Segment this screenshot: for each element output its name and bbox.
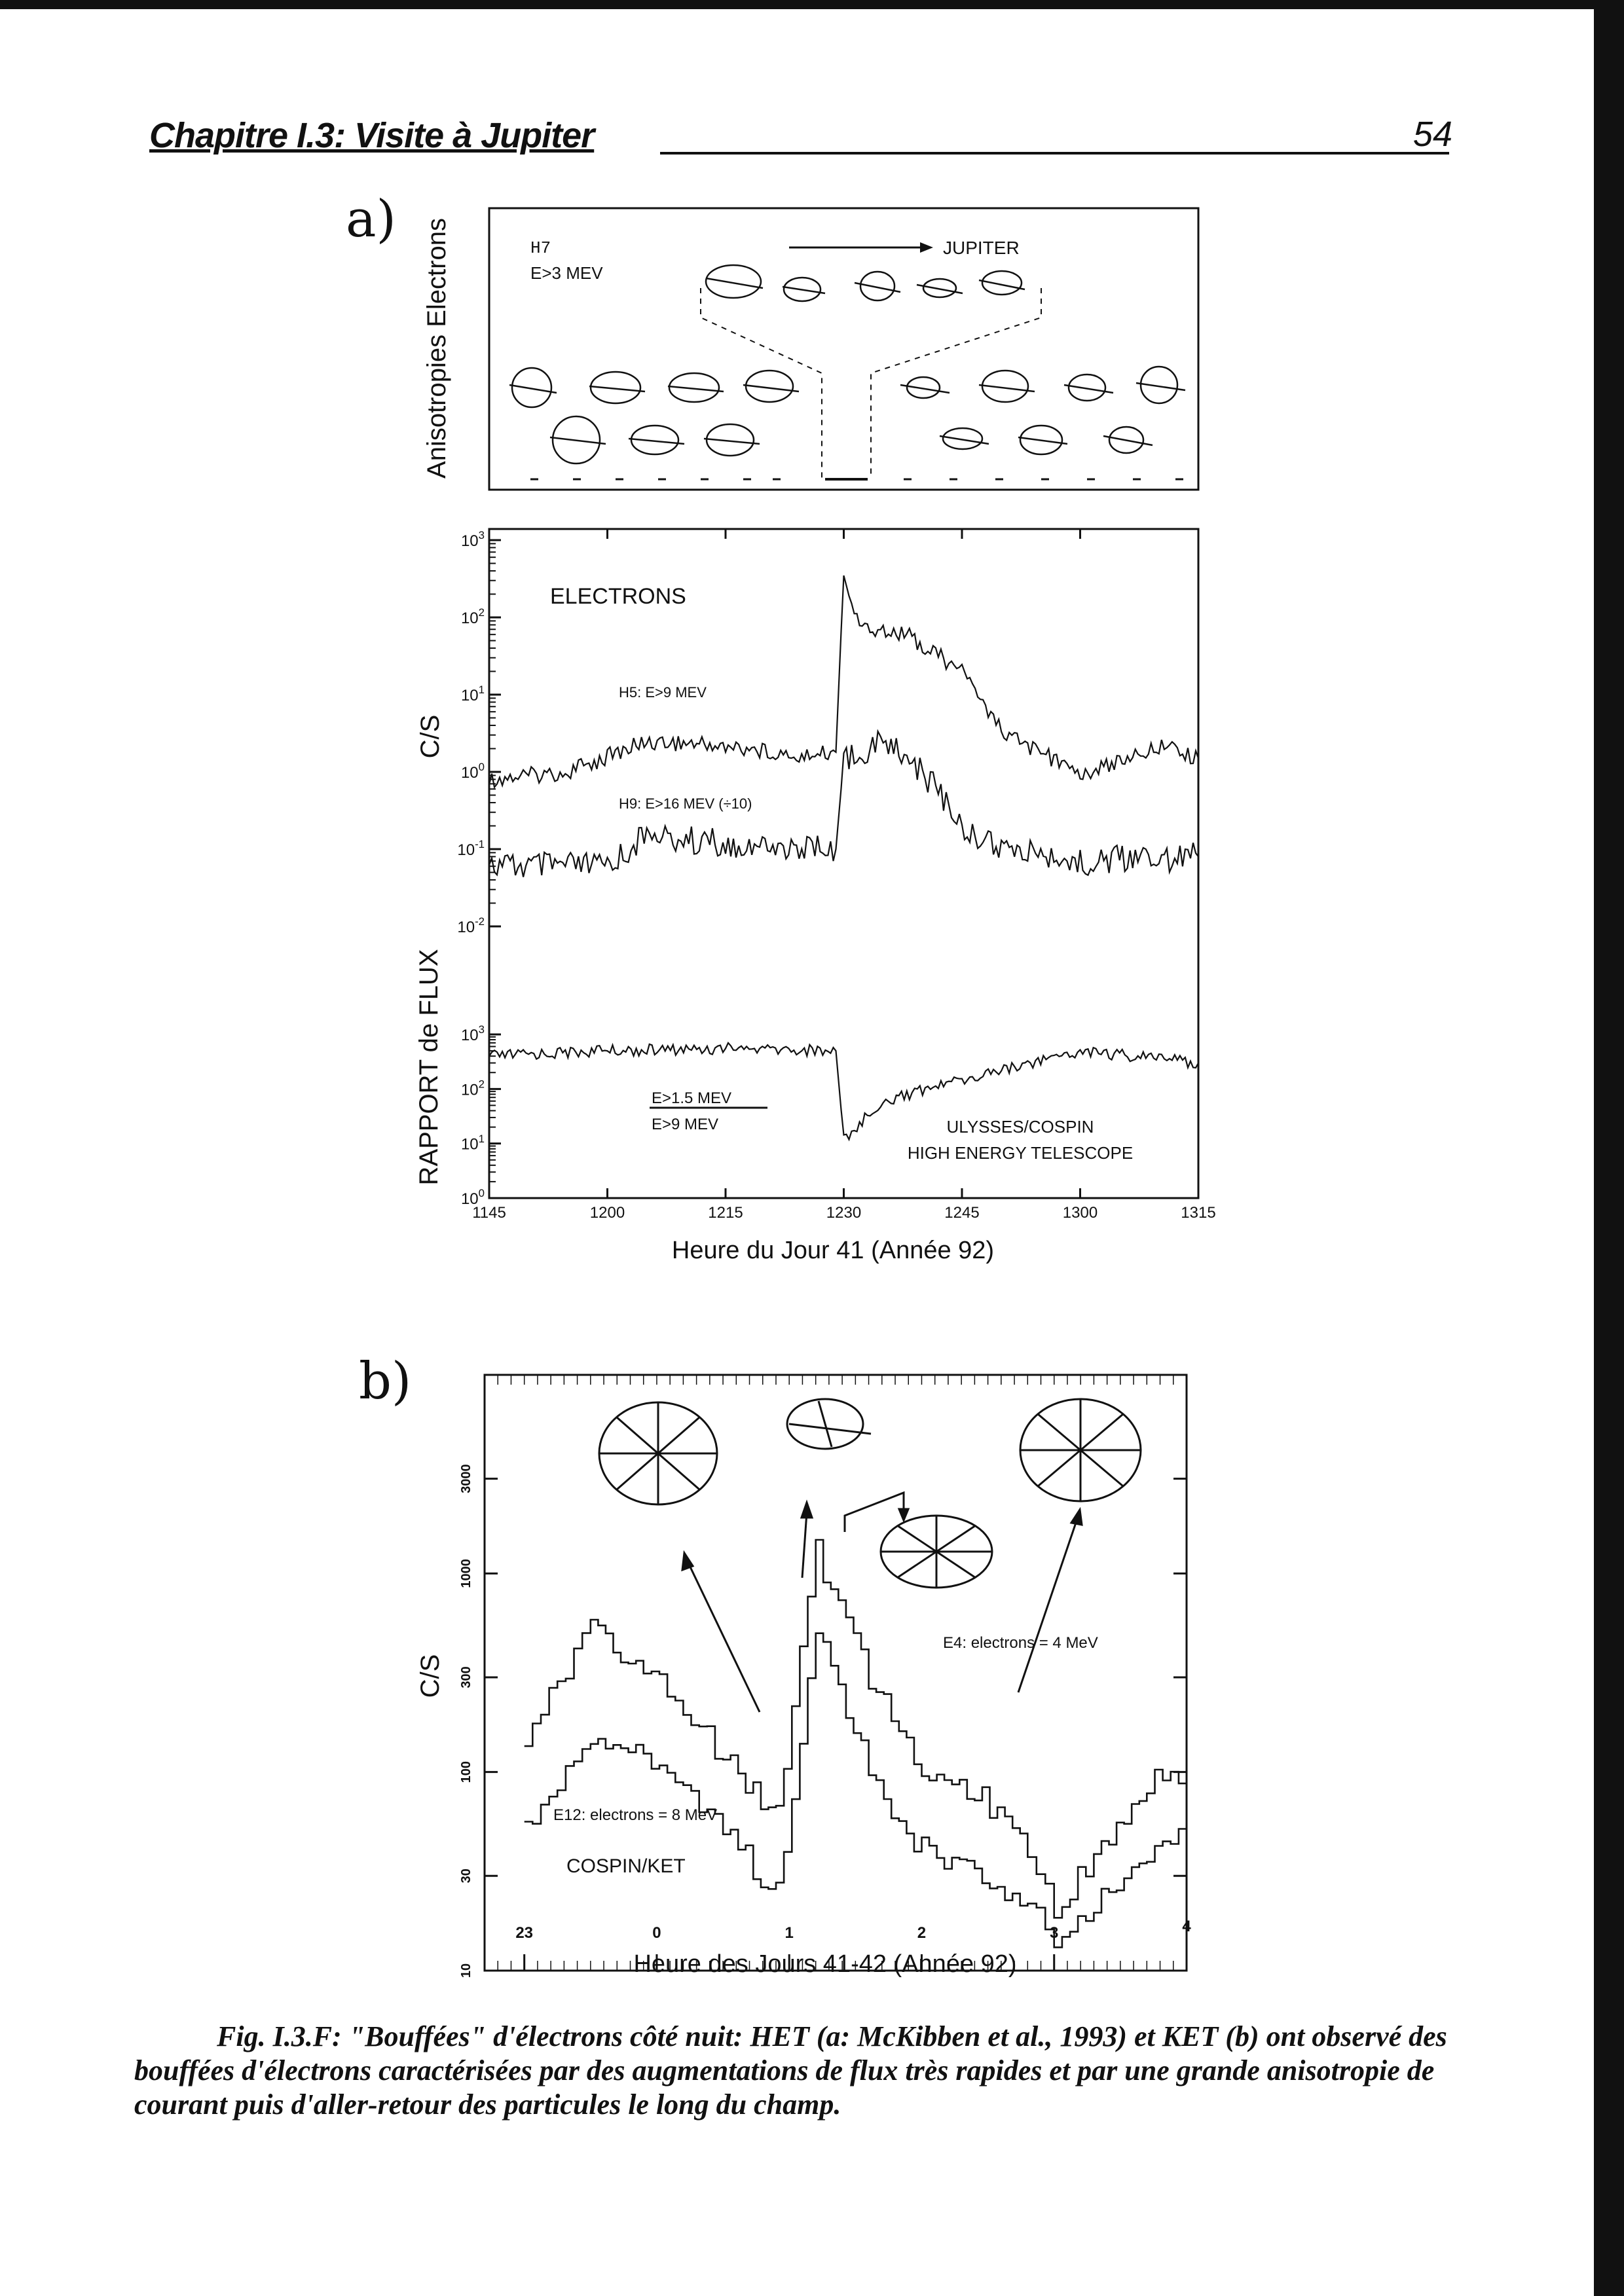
anisotropy-box	[489, 208, 1198, 490]
x-tick-label-1200: 1200	[589, 1204, 625, 1222]
ratio-ylabel: RAPPORT de FLUX	[415, 949, 443, 1186]
ratio-numerator: E>1.5 MEV	[652, 1089, 732, 1107]
ket-y-tick-label: 10	[459, 1963, 473, 1978]
h5-label: H5: E>9 MEV	[619, 684, 707, 701]
ratio-y-tick-label: $10^0$	[460, 1187, 485, 1208]
cs-y-tick-label: $10^{-2}$	[457, 915, 485, 936]
instrument-line-1: ULYSSES/COSPIN	[946, 1117, 1094, 1137]
x-tick-label-2: 2	[917, 1924, 927, 1942]
anisotropy-ylabel: Anisotropies Electrons	[422, 218, 451, 479]
ratio-y-tick-label: $10^1$	[460, 1132, 485, 1154]
electrons-label: ELECTRONS	[550, 584, 686, 609]
x-tick-label-23: 23	[515, 1924, 534, 1942]
ratio-y-tick-label: $10^2$	[460, 1078, 485, 1099]
x-tick-label-1230: 1230	[826, 1204, 862, 1222]
glyph-pointers	[682, 1493, 1082, 1712]
page-border-right	[1594, 0, 1624, 2296]
jupiter-label: JUPITER	[943, 238, 1020, 258]
header-rule	[660, 152, 1449, 155]
figure-caption	[134, 2020, 1464, 2122]
ket-y-tick-label: 3000	[459, 1464, 473, 1493]
caption-text: "Bouffées" d'électrons côté nuit: HET (a: McKibben et al., 1993) et KET (b) ont observé des bouffées d'électrons caractérisées par des augmentations de flux très rapides et par une grande anisotropie de courant puis d'aller-retour des particules le long du champ.	[134, 2020, 1447, 2121]
h9-label: H9: E>16 MEV (÷10)	[619, 795, 752, 812]
figure-panel-b	[393, 1362, 1244, 1990]
panel-b-axes	[459, 1375, 1191, 1978]
x-tick-label-0: 0	[652, 1924, 661, 1942]
panel-b-series	[525, 1540, 1187, 1947]
cs-y-tick-label: $10^0$	[460, 761, 485, 782]
cs-y-tick-label: $10^1$	[460, 683, 485, 704]
cs-ylabel: C/S	[416, 714, 445, 759]
panel-a-xlabel: Heure du Jour 41 (Année 92)	[671, 1237, 995, 1264]
x-tick-label-1300: 1300	[1062, 1204, 1098, 1222]
zoom-funnel	[701, 288, 1041, 478]
ratio-denominator: E>9 MEV	[652, 1116, 719, 1133]
instrument-line-2: HIGH ENERGY TELESCOPE	[907, 1143, 1134, 1163]
ket-y-tick-label: 300	[459, 1666, 473, 1688]
x-tick-label-4: 4	[1182, 1918, 1191, 1935]
page-number: 54	[1412, 115, 1452, 154]
ket-y-tick-label: 1000	[459, 1559, 473, 1588]
pitch-angle-glyphs	[599, 1399, 1141, 1588]
ratio-y-tick-label: $10^3$	[460, 1023, 485, 1044]
h7-energy-label: E>3 MEV	[530, 263, 603, 283]
x-tick-label-1245: 1245	[944, 1204, 980, 1222]
panel-b-xlabel: Heure des Jours 41-42 (Année 92)	[633, 1950, 1017, 1978]
panel-a-series	[489, 575, 1198, 1139]
panel-b-ylabel: C/S	[416, 1654, 445, 1698]
caption-label: Fig. I.3.F:	[217, 2020, 342, 2052]
anisotropy-glyphs	[509, 265, 1185, 464]
cs-y-tick-label: $10^3$	[460, 529, 485, 550]
chapter-title: Chapitre I.3: Visite à Jupiter	[149, 116, 595, 155]
cs-series-line-h9	[489, 731, 1198, 877]
x-tick-label-1215: 1215	[708, 1204, 743, 1222]
page-header	[149, 110, 1452, 158]
cs-y-tick-label: $10^2$	[460, 606, 485, 627]
e12-series-line	[525, 1633, 1187, 1948]
ket-instrument-label: COSPIN/KET	[566, 1855, 686, 1877]
ket-y-tick-label: 30	[459, 1868, 473, 1884]
figure-panel-a	[393, 196, 1244, 1283]
e12-label: E12: electrons = 8 MeV	[553, 1806, 718, 1824]
x-tick-label-1315: 1315	[1181, 1204, 1216, 1222]
x-tick-label-1145: 1145	[472, 1204, 506, 1222]
cs-plot-frame	[489, 529, 1198, 1198]
e4-label: E4: electrons = 4 MeV	[943, 1634, 1098, 1652]
panel-a-axes	[457, 529, 1215, 1222]
ket-y-tick-label: 100	[459, 1760, 473, 1783]
jupiter-arrow-head	[920, 242, 933, 253]
panel-a-label: a)	[346, 190, 396, 249]
panel-b-label: b)	[359, 1352, 412, 1411]
x-tick-label-1: 1	[784, 1924, 794, 1942]
page-border-top	[0, 0, 1624, 9]
h7-label: H7	[530, 238, 551, 258]
cs-y-tick-label: $10^{-1}$	[457, 838, 485, 859]
x-tick-label-3: 3	[1050, 1924, 1059, 1942]
